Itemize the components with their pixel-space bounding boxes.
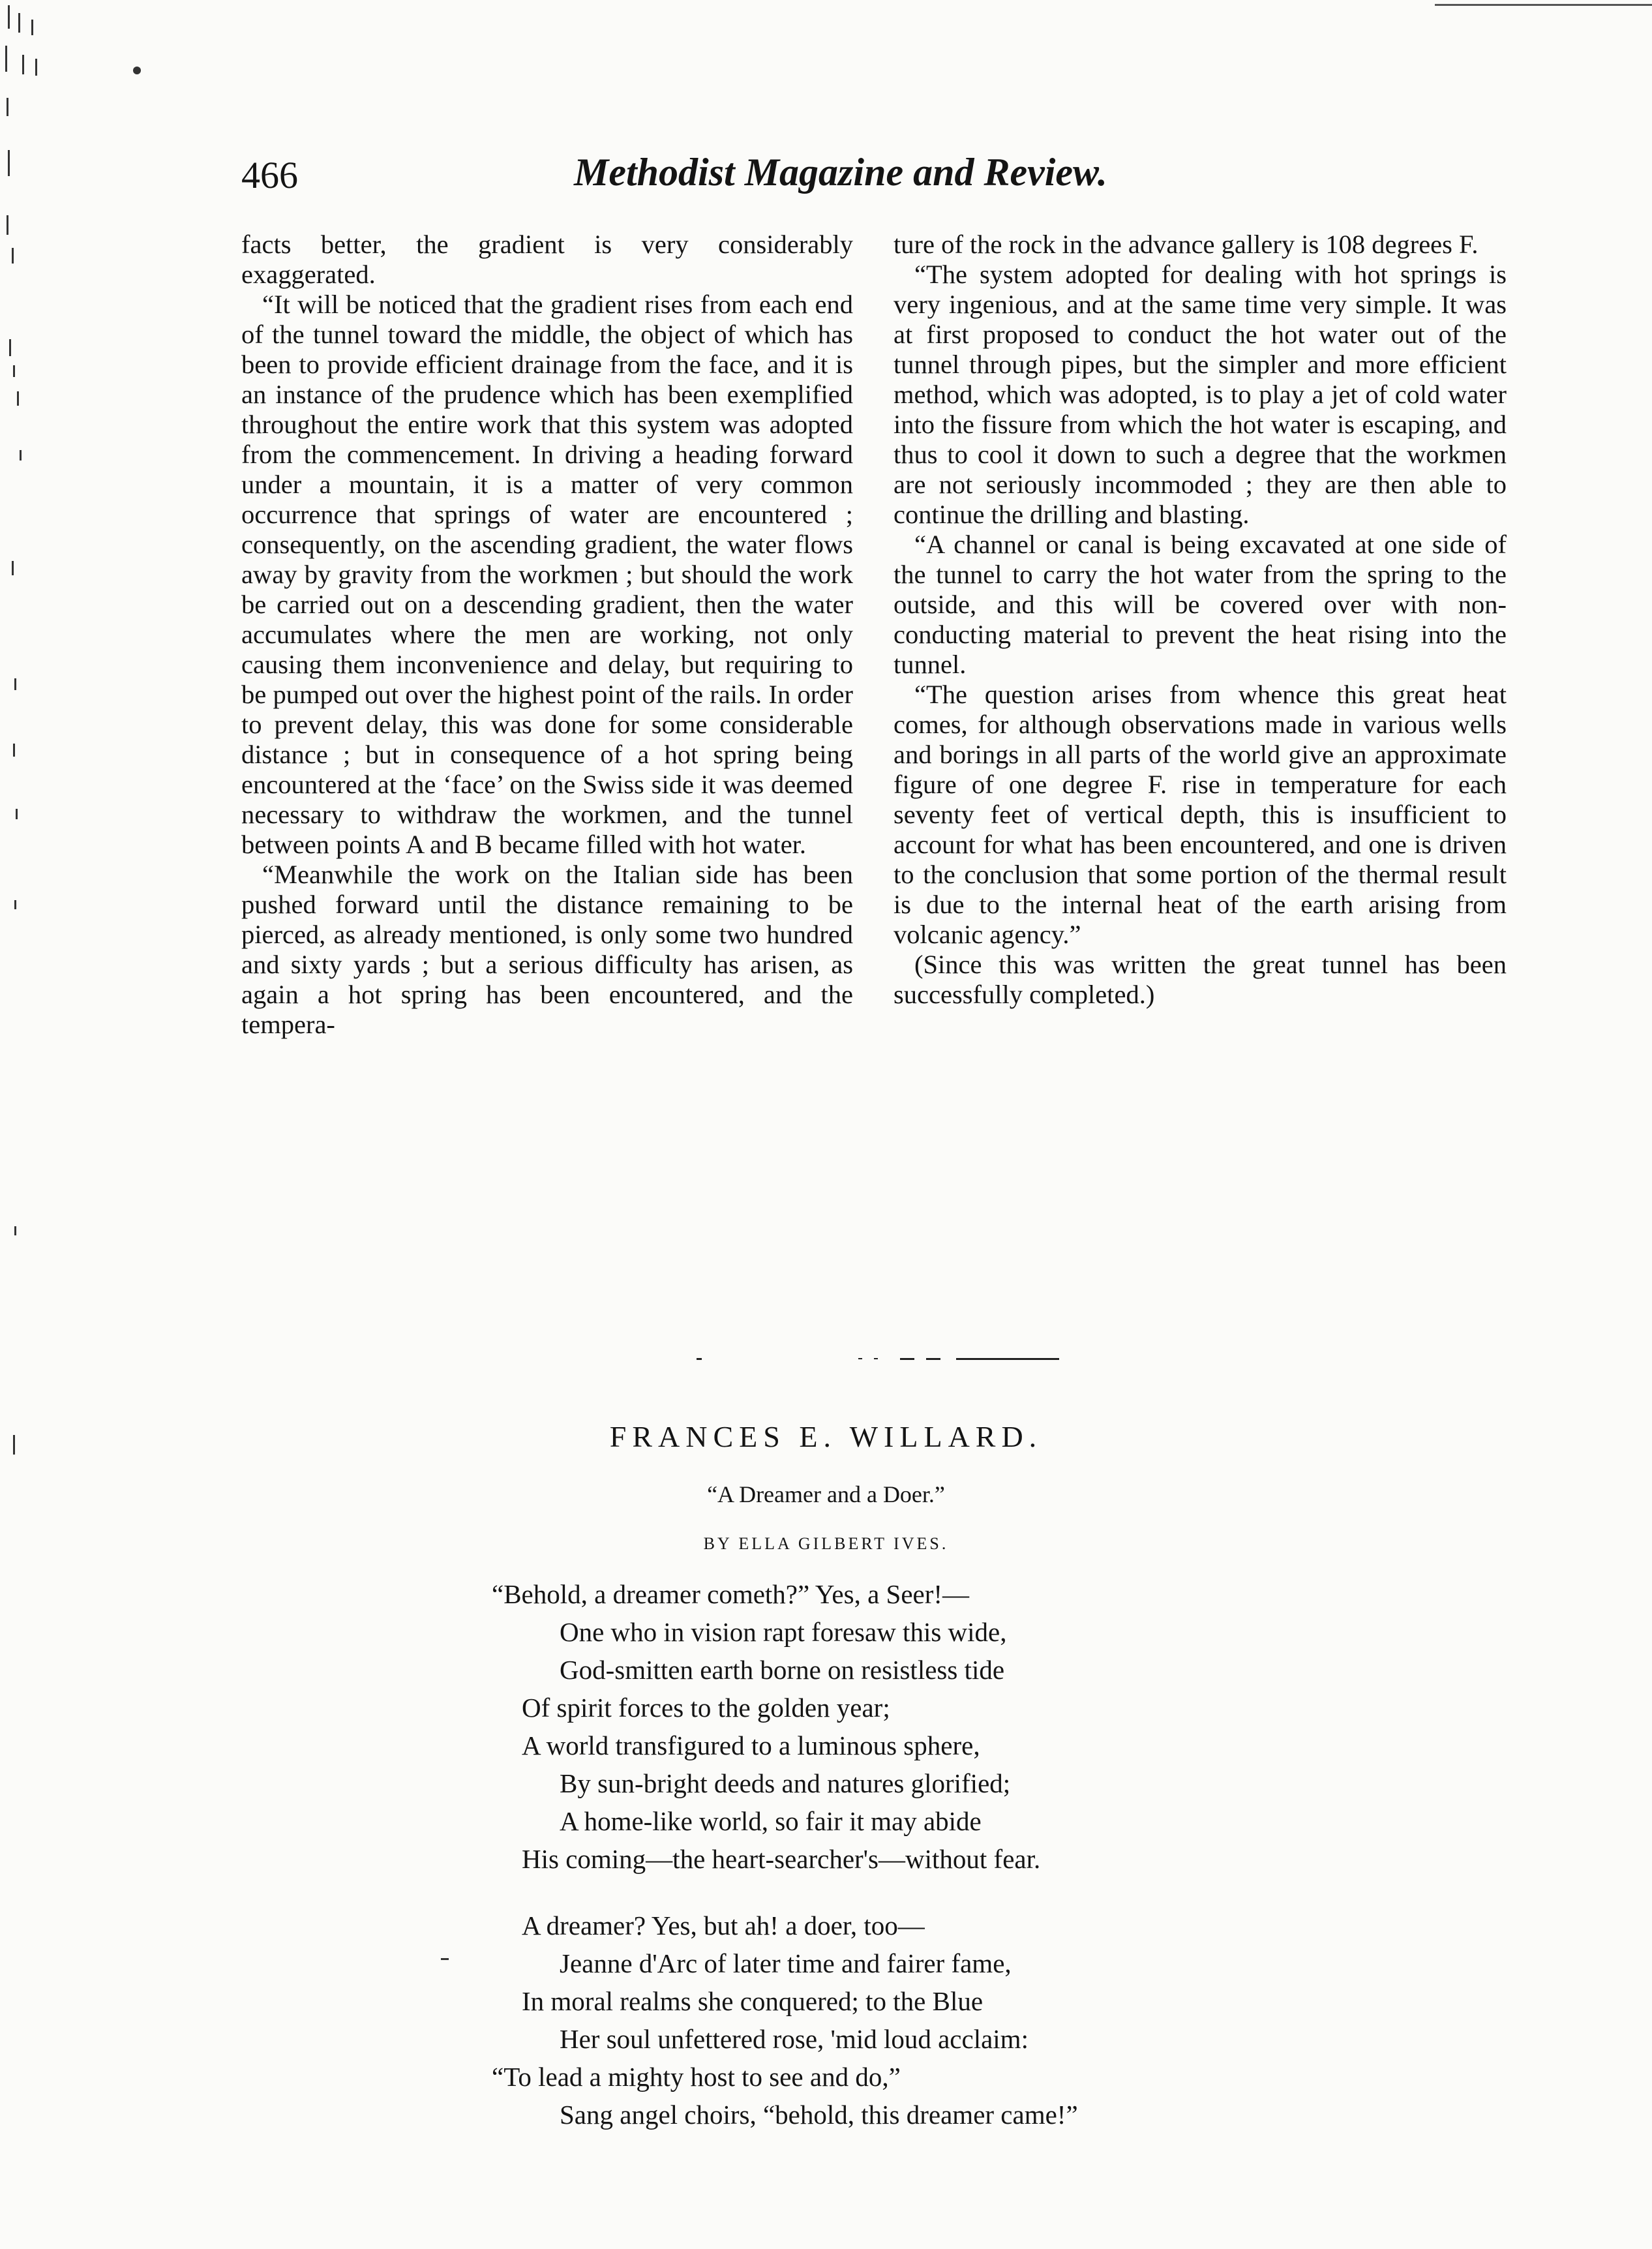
scan-dash-mark — [441, 1958, 449, 1960]
paragraph: “Meanwhile the work on the Italian side has been pushed forward until the distance remaining to be pierced, as already mentioned, is only some two hundred and sixty yards ; but a serious difficulty has arisen, as again a hot spring has been encountered, and the tempera- — [241, 860, 853, 1039]
scan-marks — [0, 0, 157, 1565]
poem-line: “Behold, a dreamer cometh?” Yes, a Seer!— — [492, 1579, 970, 1609]
paragraph: (Since this was written the great tunnel has been successfully completed.) — [894, 950, 1507, 1009]
running-head: Methodist Magazine and Review. — [574, 151, 1107, 194]
poem-line: Of spirit forces to the golden year; — [522, 1693, 890, 1723]
poem-line: A home-like world, so fair it may abide — [560, 1806, 982, 1836]
poem-byline: BY ELLA GILBERT IVES. — [703, 1534, 949, 1553]
poem-title: FRANCES E. WILLARD. — [609, 1420, 1043, 1453]
poem-line: Sang angel choirs, “behold, this dreamer came!” — [560, 2100, 1078, 2130]
poem-line: His coming—the heart-searcher's—without fear. — [522, 1844, 1041, 1874]
poem-line: In moral realms she conquered; to the Blue — [522, 1986, 984, 2016]
paragraph: facts better, the gradient is very considerably exaggerated. — [241, 230, 853, 289]
paragraph: “The system adopted for dealing with hot springs is very ingenious, and at the same time very simple. It was at first proposed to conduct the hot water out of the tunnel through pipes, but the simpler and more efficient method, which was adopted, is to play a jet of cold water into the fissure from which the hot water is escaping, and thus to cool it down to such a degree that the workmen are not seriously incommoded ; they are then able to continue the drilling and blasting. — [894, 260, 1507, 529]
scan-top-rule — [1435, 4, 1652, 6]
poem-line: By sun-bright deeds and natures glorified; — [560, 1768, 1011, 1798]
page-number: 466 — [241, 154, 298, 196]
poem-line: A dreamer? Yes, but ah! a doer, too— — [522, 1910, 925, 1940]
poem-line: God-smitten earth borne on resistless tide — [560, 1655, 1005, 1685]
article-left-column — [241, 230, 853, 1040]
poem-subtitle: “A Dreamer and a Doer.” — [707, 1481, 945, 1507]
paragraph: ture of the rock in the advance gallery is 108 degrees F. — [894, 230, 1479, 259]
poem-line: A world transfigured to a luminous sphere, — [522, 1730, 980, 1760]
poem-line: Jeanne d'Arc of later time and fairer fame, — [560, 1948, 1012, 1978]
poem-line: Her soul unfettered rose, 'mid loud acclaim: — [560, 2024, 1029, 2054]
paragraph: “A channel or canal is being excavated at one side of the tunnel to carry the hot water from the spring to the outside, and this will be covered over with non-conducting material to prevent the heat rising into the tunnel. — [894, 530, 1507, 679]
paragraph: “It will be noticed that the gradient rises from each end of the tunnel toward the middle, the object of which has been to provide efficient drainage from the face, and it is an instance of the prudence which has been exemplified throughout the entire work that this system was adopted from the commencement. In driving a heading forward under a mountain, it is a matter of very common occurrence that springs of water are encountered ; consequently, on the ascending gradient, the water flows away by gravity from the workmen ; but should the work be carried out on a descending gradient, then the water accumulates where the men are working, not only causing them inconvenience and delay, but requiring to be pumped out over the highest point of the rails. In order to prevent delay, this was done for some considerable distance ; but in consequence of a hot spring being encountered at the ‘face’ on the Swiss side it was deemed necessary to withdraw the workmen, and the tunnel between points A and B became filled with hot water. — [241, 290, 853, 859]
poem-line: One who in vision rapt foresaw this wide, — [560, 1617, 1007, 1647]
article-right-column — [894, 230, 1507, 1010]
poem-line: “To lead a mighty host to see and do,” — [492, 2062, 901, 2092]
paragraph: “The question arises from whence this great heat comes, for although observations made in various wells and borings in all parts of the world give an approximate figure of one degree F. rise in temperature for each seventy feet of vertical depth, this is insufficient to account for what has been encountered, and one is driven to the conclusion that some portion of the thermal result is due to the internal heat of the earth arising from volcanic agency.” — [894, 680, 1507, 949]
